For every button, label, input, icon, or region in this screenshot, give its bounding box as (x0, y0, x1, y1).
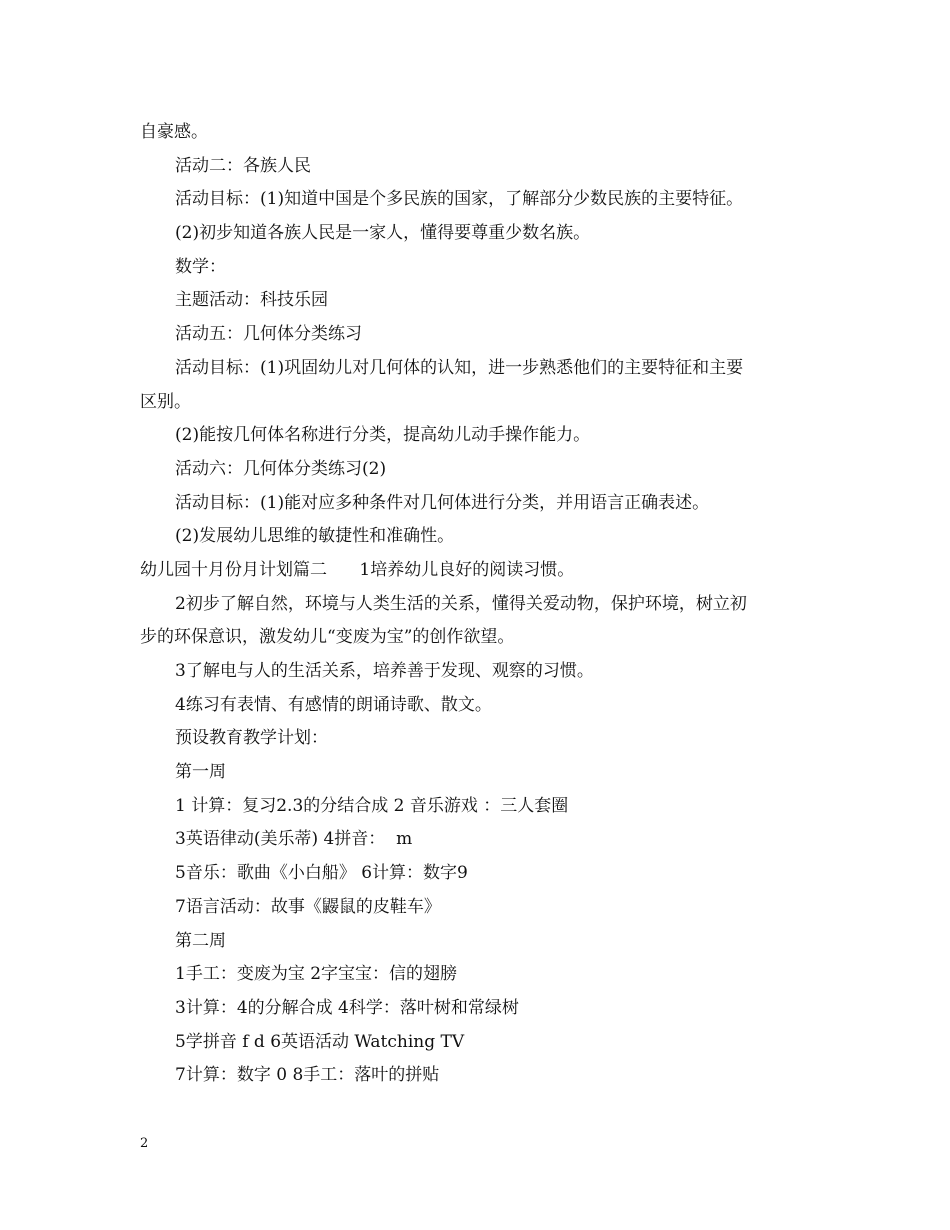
text-line: 活动目标：(1)巩固幼儿对几何体的认知，进一步熟悉他们的主要特征和主要 (175, 357, 744, 378)
text-line: (2)能按几何体名称进行分类，提高幼儿动手操作能力。 (175, 425, 591, 446)
text-line: 1手工：变废为宝 2字宝宝：信的翅膀 (175, 964, 458, 985)
text-line: 活动目标：(1)知道中国是个多民族的国家，了解部分少数民族的主要特征。 (175, 189, 744, 210)
text-line: 活动六：几何体分类练习(2) (175, 458, 387, 479)
text-line: 7计算：数字 0 8手工：落叶的拼贴 (175, 1065, 440, 1086)
text-line: (2)初步知道各族人民是一家人，懂得要尊重少数名族。 (175, 223, 591, 244)
text-line: 活动五：几何体分类练习 (175, 324, 362, 345)
text-line: 主题活动：科技乐园 (175, 290, 328, 311)
text-line: 4练习有表情、有感情的朗诵诗歌、散文。 (175, 694, 492, 715)
text-line: 区别。 (140, 391, 191, 412)
text-line: 3计算：4的分解合成 4科学：落叶树和常绿树 (175, 997, 519, 1018)
text-line: 活动目标：(1)能对应多种条件对几何体进行分类，并用语言正确表述。 (175, 492, 710, 513)
text-line: 活动二：各族人民 (175, 155, 311, 176)
text-line: 自豪感。 (140, 122, 208, 142)
text-line: 5音乐：歌曲《小白船》 6计算：数字9 (175, 863, 468, 884)
text-line: 第二周 (175, 930, 226, 951)
text-line: 步的环保意识，激发幼儿“变废为宝”的创作欲望。 (140, 627, 515, 648)
text-line: 1 计算：复习2.3的分结合成 2 音乐游戏 ：三人套圈 (175, 795, 569, 816)
text-line: 3英语律动(美乐蒂) 4拼音： m (175, 829, 413, 850)
text-line: (2)发展幼儿思维的敏捷性和准确性。 (175, 526, 455, 547)
section-heading: 幼儿园十月份月计划篇二 1培养幼儿良好的阅读习惯。 (140, 559, 575, 580)
text-line: 数学： (175, 256, 226, 277)
text-line: 2初步了解自然，环境与人类生活的关系，懂得关爱动物，保护环境，树立初 (175, 593, 747, 614)
text-line: 7语言活动：故事《鼹鼠的皮鞋车》 (175, 896, 441, 917)
text-line: 5学拼音 f d 6英语活动 Watching TV (175, 1031, 465, 1052)
text-line: 第一周 (175, 762, 226, 783)
page-number: 2 (140, 1136, 149, 1151)
body-text (140, 116, 816, 1093)
text-line: 预设教育教学计划： (175, 728, 328, 749)
text-line: 3了解电与人的生活关系，培养善于发现、观察的习惯。 (175, 661, 594, 681)
